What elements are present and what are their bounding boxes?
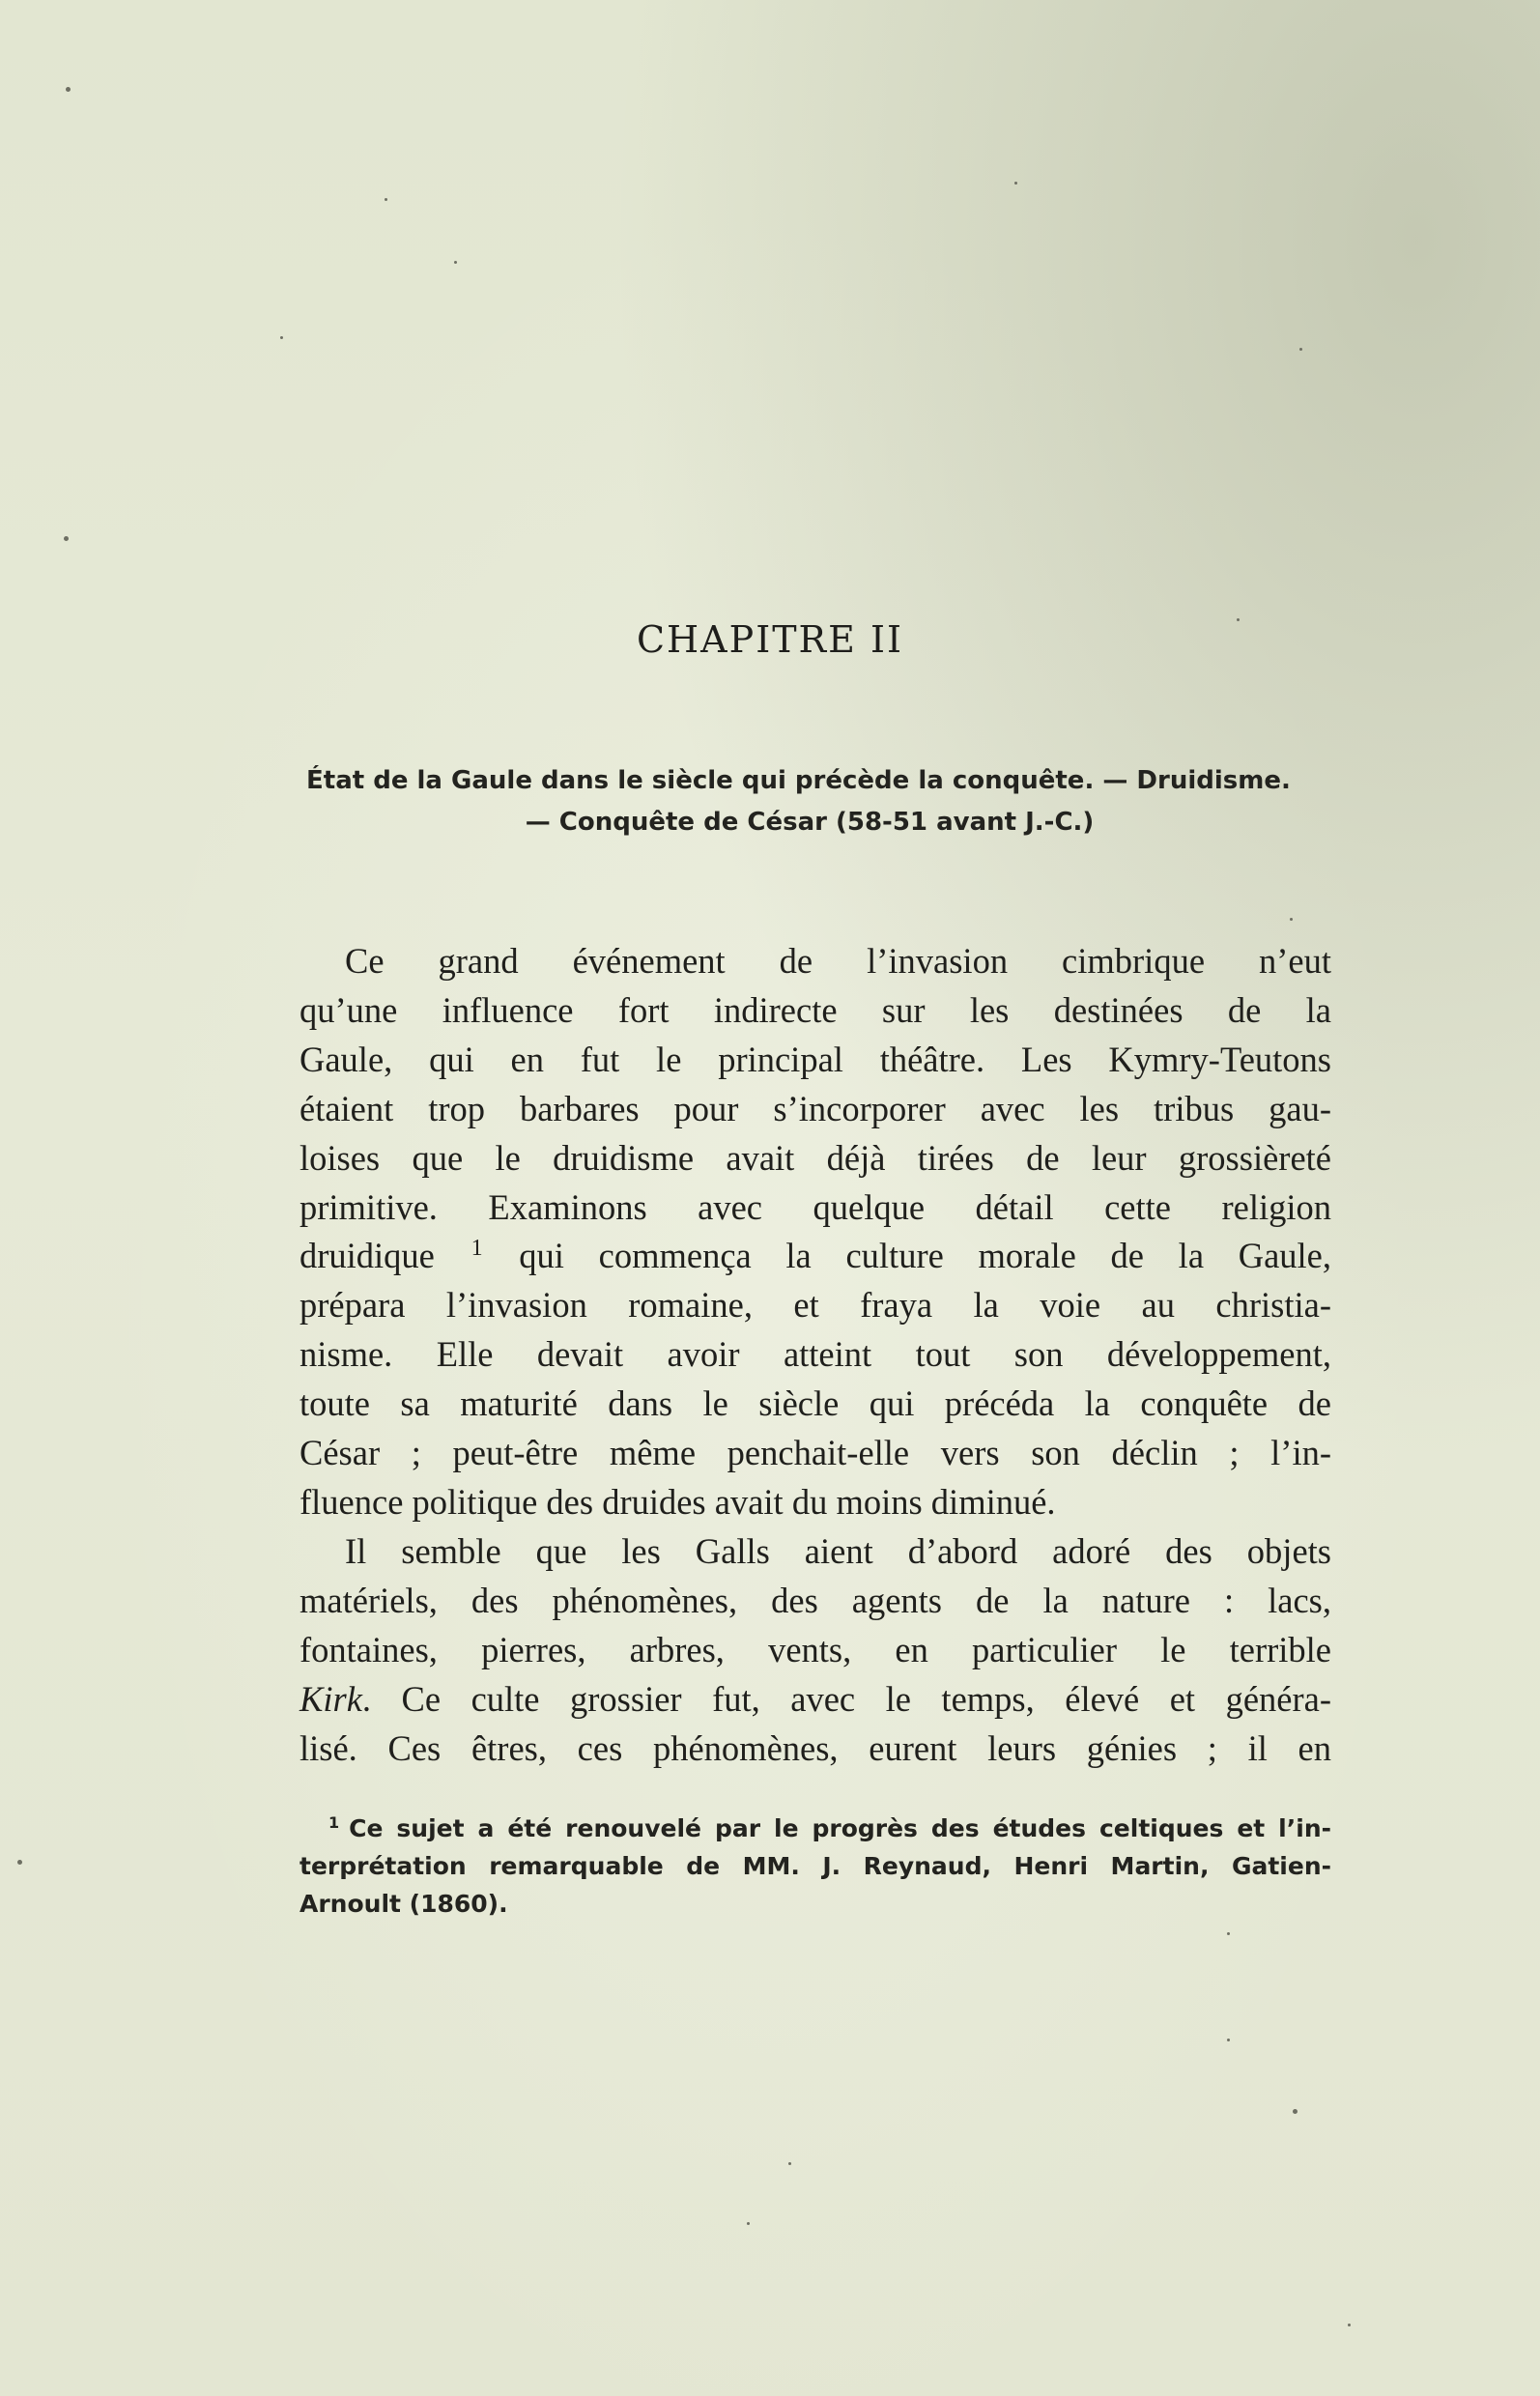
- text-line: prépara l’invasion romaine, et fraya la voie au christia-: [299, 1285, 1331, 1326]
- text-fragment: . Ce culte grossier fut, avec le temps, élevé et généra-: [361, 1678, 1331, 1719]
- paper-speck: [280, 336, 283, 339]
- text-line: Gaule, qui en fut le principal théâtre. Les Kymry-Teutons: [299, 1039, 1331, 1079]
- text-line: [299, 1232, 1331, 1281]
- body-text: [299, 937, 1331, 1773]
- paper-speck: [747, 2222, 750, 2225]
- text-fragment: Ce sujet a été renouvelé par le progrès des études celtiques et l’in-: [349, 1814, 1331, 1842]
- footnote-mark: 1: [328, 1813, 340, 1832]
- paper-speck: [1227, 1932, 1230, 1935]
- paper-speck: [1293, 2109, 1298, 2114]
- italic-word: Kirk: [299, 1678, 362, 1719]
- footnote-line: terprétation remarquable de MM. J. Reynaud, Henri Martin, Gatien-: [299, 1852, 1331, 1880]
- paper-speck: [17, 1860, 22, 1865]
- text-line: fluence politique des druides avait du moins diminué.: [299, 1481, 1056, 1522]
- paper-speck: [1014, 182, 1017, 185]
- footnote: [299, 1810, 1331, 1923]
- text-line: qu’une influence fort indirecte sur les destinées de la: [299, 989, 1331, 1030]
- text-line: nisme. Elle devait avoir atteint tout son développement,: [299, 1334, 1331, 1375]
- paper-speck: [64, 536, 69, 541]
- paragraph-1: [299, 937, 1331, 1527]
- text-line: lisé. Ces êtres, ces phénomènes, eurent leurs génies ; il en: [299, 1727, 1331, 1768]
- text-line: [299, 1675, 1331, 1725]
- text-line: toute sa maturité dans le siècle qui précéda la conquête de: [299, 1383, 1331, 1424]
- paragraph-2: [299, 1527, 1331, 1774]
- text-line: Ce grand événement de l’invasion cimbrique n’eut: [345, 941, 1331, 981]
- chapter-summary: [290, 760, 1343, 843]
- text-line: étaient trop barbares pour s’incorporer avec les tribus gau-: [299, 1088, 1331, 1128]
- chapter-title: CHAPITRE II: [636, 618, 904, 661]
- paper-speck: [1299, 348, 1302, 351]
- text-line: loises que le druidisme avait déjà tirées de leur grossièreté: [299, 1137, 1331, 1178]
- footnote-line: [299, 1810, 1331, 1847]
- footnote-line: Arnoult (1860).: [299, 1890, 508, 1918]
- paper-speck: [66, 87, 71, 92]
- paper-speck: [1348, 2324, 1351, 2326]
- text-line: fontaines, pierres, arbres, vents, en particulier le terrible: [299, 1629, 1331, 1669]
- summary-line: État de la Gaule dans le siècle qui précède la conquête. — Druidisme.: [306, 766, 1291, 795]
- text-fragment: qui commença la culture morale de la Gaule,: [519, 1236, 1332, 1276]
- summary-line: — Conquête de César (58-51 avant J.-C.): [525, 808, 1095, 837]
- paper-speck: [385, 198, 387, 201]
- text-line: matériels, des phénomènes, des agents de la nature : lacs,: [299, 1580, 1331, 1620]
- text-line: César ; peut-être même penchait-elle vers son déclin ; l’in-: [299, 1433, 1331, 1473]
- paper-speck: [1290, 918, 1293, 921]
- text-fragment: druidique: [299, 1236, 435, 1276]
- text-line: primitive. Examinons avec quelque détail cette religion: [299, 1186, 1331, 1227]
- footnote-reference: 1: [471, 1236, 483, 1262]
- paper-speck: [788, 2162, 791, 2165]
- paper-speck: [454, 261, 457, 264]
- paper-speck: [1227, 2039, 1230, 2041]
- text-line: Il semble que les Galls aient d’abord adoré des objets: [345, 1530, 1331, 1571]
